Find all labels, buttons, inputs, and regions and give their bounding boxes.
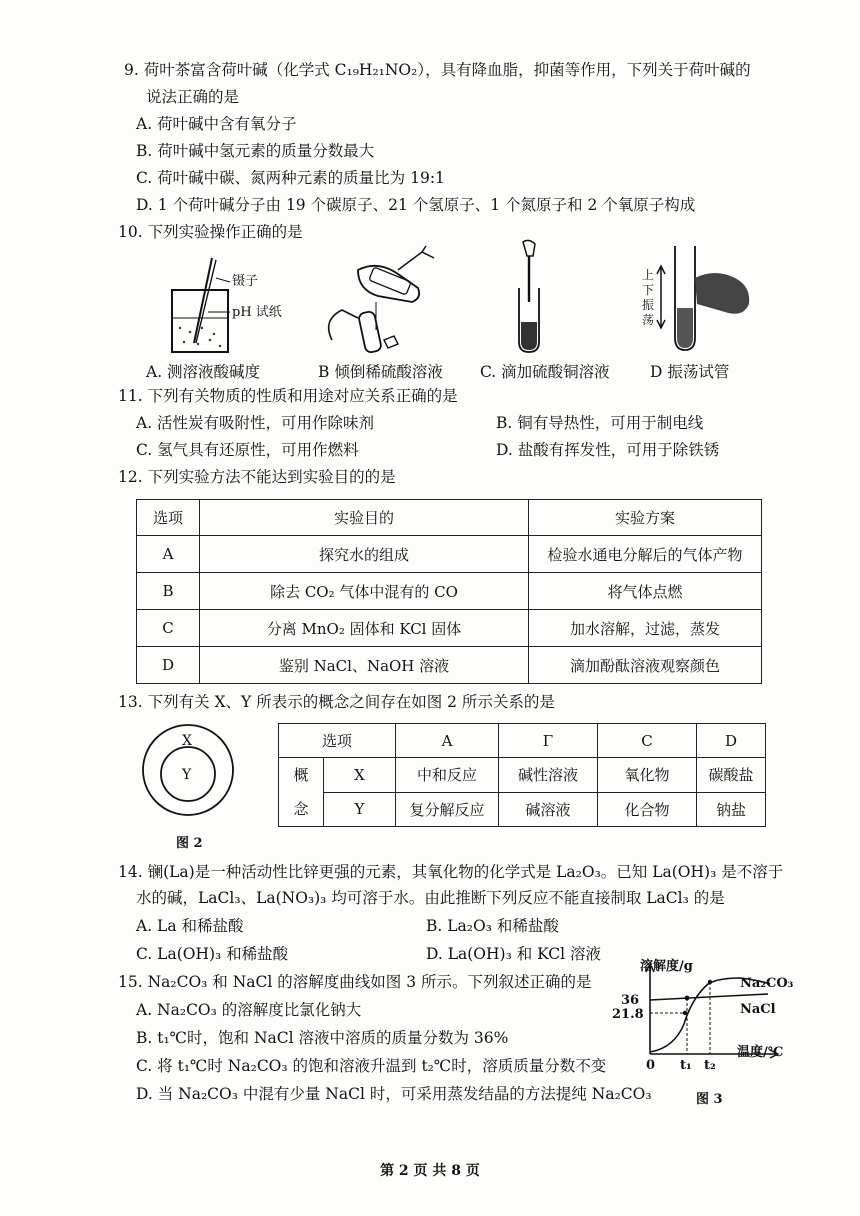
q12-cell: 滴加酚酞溶液观察颜色: [529, 647, 762, 684]
q13-cell: 氧化物: [597, 758, 696, 793]
q12-cell: 探究水的组成: [200, 536, 529, 573]
q13-cell: 化合物: [597, 792, 696, 827]
q13-option-header: D: [696, 724, 765, 758]
q9-option-b: B. 荷叶碱中氢元素的质量分数最大: [136, 142, 375, 160]
tweezers-label: 镊子: [232, 274, 259, 289]
q15-option-d: D. 当 Na₂CO₃ 中混有少量 NaCl 时，可采用蒸发结晶的方法提纯 Na₂CO₃: [136, 1085, 652, 1103]
q12-cell: 检验水通电分解后的气体产物: [529, 536, 762, 573]
q15-option-c: C. 将 t₁℃时 Na₂CO₃ 的饱和溶液升温到 t₂℃时，溶质质量分数不变: [136, 1057, 607, 1075]
graph-y-21-8: 21.8: [612, 1007, 644, 1022]
graph-xlabel: 温度/℃: [737, 1045, 784, 1060]
q13-row-y-label: Y: [324, 792, 396, 827]
q9-stem-line1: 9. 荷叶茶富含荷叶碱（化学式 C₁₉H₂₁NO₂），具有降血脂，抑菌等作用，下列关于荷叶碱的: [124, 61, 751, 79]
shake-tube-illustration: [655, 238, 755, 363]
q13-cell: 中和反应: [395, 758, 498, 793]
q11-stem: 11. 下列有关物质的性质和用途对应关系正确的是: [118, 387, 458, 405]
q13-cell: 碱性溶液: [498, 758, 597, 793]
q10-option-d: D 振荡试管: [650, 363, 730, 381]
q10-option-b: B 倾倒稀硫酸溶液: [318, 363, 443, 381]
graph-nacl-label: NaCl: [740, 1002, 776, 1017]
q9-option-a: A. 荷叶碱中含有氧分子: [136, 115, 297, 133]
q13-cell: 碱溶液: [498, 792, 597, 827]
nacl-curve: [650, 994, 768, 1000]
q12-cell: 加水溶解，过滤，蒸发: [529, 610, 762, 647]
q12-header-plan: 实验方案: [529, 500, 762, 536]
q14-option-d: D. La(OH)₃ 和 KCl 溶液: [426, 945, 602, 963]
fig3-caption: 图 3: [696, 1092, 723, 1107]
q9-stem-line2: 说法正确的是: [146, 88, 240, 106]
q13-option-header: C: [597, 724, 696, 758]
graph-y-36: 36: [621, 993, 640, 1008]
q12-cell: 分离 MnO₂ 固体和 KCl 固体: [200, 610, 529, 647]
point-t2: [708, 980, 712, 984]
q10-stem: 10. 下列实验操作正确的是: [118, 223, 303, 241]
q12-stem: 12. 下列实验方法不能达到实验目的的是: [118, 468, 396, 486]
q13-option-header: Γ: [498, 724, 597, 758]
q15-stem: 15. Na₂CO₃ 和 NaCl 的溶解度曲线如图 3 所示。下列叙述正确的是: [118, 973, 592, 991]
dropper-illustration: [505, 238, 555, 358]
graph-ylabel: 溶解度/g: [640, 959, 693, 974]
graph-na2co3-label: Na₂CO₃: [740, 976, 794, 991]
q12-cell: A: [137, 536, 200, 573]
graph-t2: t₂: [704, 1058, 716, 1073]
q11-option-c: C. 氢气具有还原性，可用作燃料: [136, 441, 359, 459]
pour-acid-illustration: [318, 240, 448, 360]
q12-table: [136, 499, 762, 684]
q14-stem-line1: 14. 镧(La)是一种活动性比锌更强的元素，其氧化物的化学式是 La₂O₃。已知 La(OH)₃ 是不溶于: [118, 863, 784, 881]
q13-header-option: 选项: [279, 724, 396, 758]
q12-cell: 除去 CO₂ 气体中混有的 CO: [200, 573, 529, 610]
graph-origin: 0: [646, 1058, 656, 1073]
q13-cell: 复分解反应: [395, 792, 498, 827]
q15-option-a: A. Na₂CO₃ 的溶解度比氯化钠大: [136, 1001, 362, 1019]
q9-option-c: C. 荷叶碱中碳、氮两种元素的质量比为 19:1: [136, 169, 445, 187]
q12-cell: C: [137, 610, 200, 647]
q11-option-b: B. 铜有导热性，可用于制电线: [496, 414, 704, 432]
concept-char: 概: [293, 766, 309, 784]
q13-cell: 钠盐: [696, 792, 765, 827]
q14-option-c: C. La(OH)₃ 和稀盐酸: [136, 945, 289, 963]
q13-concept-cell: [279, 758, 324, 827]
q11-option-d: D. 盐酸有挥发性，可用于除铁锈: [496, 441, 720, 459]
q13-stem: 13. 下列有关 X、Y 所表示的概念之间存在如图 2 所示关系的是: [118, 693, 555, 711]
ph-paper-label: pH 试纸: [232, 305, 282, 320]
page-footer: 第 2 页 共 8 页: [380, 1163, 480, 1179]
table-row: [279, 792, 766, 827]
q12-cell: 将气体点燃: [529, 573, 762, 610]
intersection-point: [685, 996, 690, 1001]
q12-cell: 鉴别 NaCl、NaOH 溶液: [200, 647, 529, 684]
table-row: [137, 573, 762, 610]
table-row: [137, 536, 762, 573]
q10-option-c: C. 滴加硫酸铜溶液: [480, 363, 610, 381]
q13-option-header: A: [395, 724, 498, 758]
table-row: [137, 610, 762, 647]
q12-cell: B: [137, 573, 200, 610]
fig2-caption: 图 2: [176, 836, 203, 851]
q10-option-a: A. 测溶液酸碱度: [146, 363, 261, 381]
concept-char: 念: [293, 800, 309, 818]
q14-stem-line2: 水的碱，LaCl₃、La(NO₃)₃ 均可溶于水。由此推断下列反应不能直接制取 LaCl₃ 的是: [136, 889, 725, 907]
q9-option-d: D. 1 个荷叶碱分子由 19 个碳原子、21 个氢原子、1 个氮原子和 2 个氧原子构成: [136, 196, 696, 214]
q12-header-purpose: 实验目的: [200, 500, 529, 536]
circle-x-label: X: [182, 733, 192, 749]
q14-option-b: B. La₂O₃ 和稀盐酸: [426, 917, 559, 935]
table-row: [137, 647, 762, 684]
q12-cell: D: [137, 647, 200, 684]
shake-label: 上下振荡: [642, 268, 655, 327]
q12-header-option: 选项: [137, 500, 200, 536]
q13-row-x-label: X: [324, 758, 396, 793]
q11-option-a: A. 活性炭有吸附性，可用作除味剂: [136, 414, 375, 432]
q14-option-a: A. La 和稀盐酸: [136, 917, 244, 935]
graph-t1: t₁: [680, 1058, 692, 1073]
q13-cell: 碳酸盐: [696, 758, 765, 793]
q15-option-b: B. t₁℃时，饱和 NaCl 溶液中溶质的质量分数为 36%: [136, 1029, 509, 1047]
point-21-8: [683, 1011, 687, 1015]
q13-table: [278, 723, 766, 827]
table-row: [279, 758, 766, 793]
circle-y-label: Y: [182, 767, 192, 783]
